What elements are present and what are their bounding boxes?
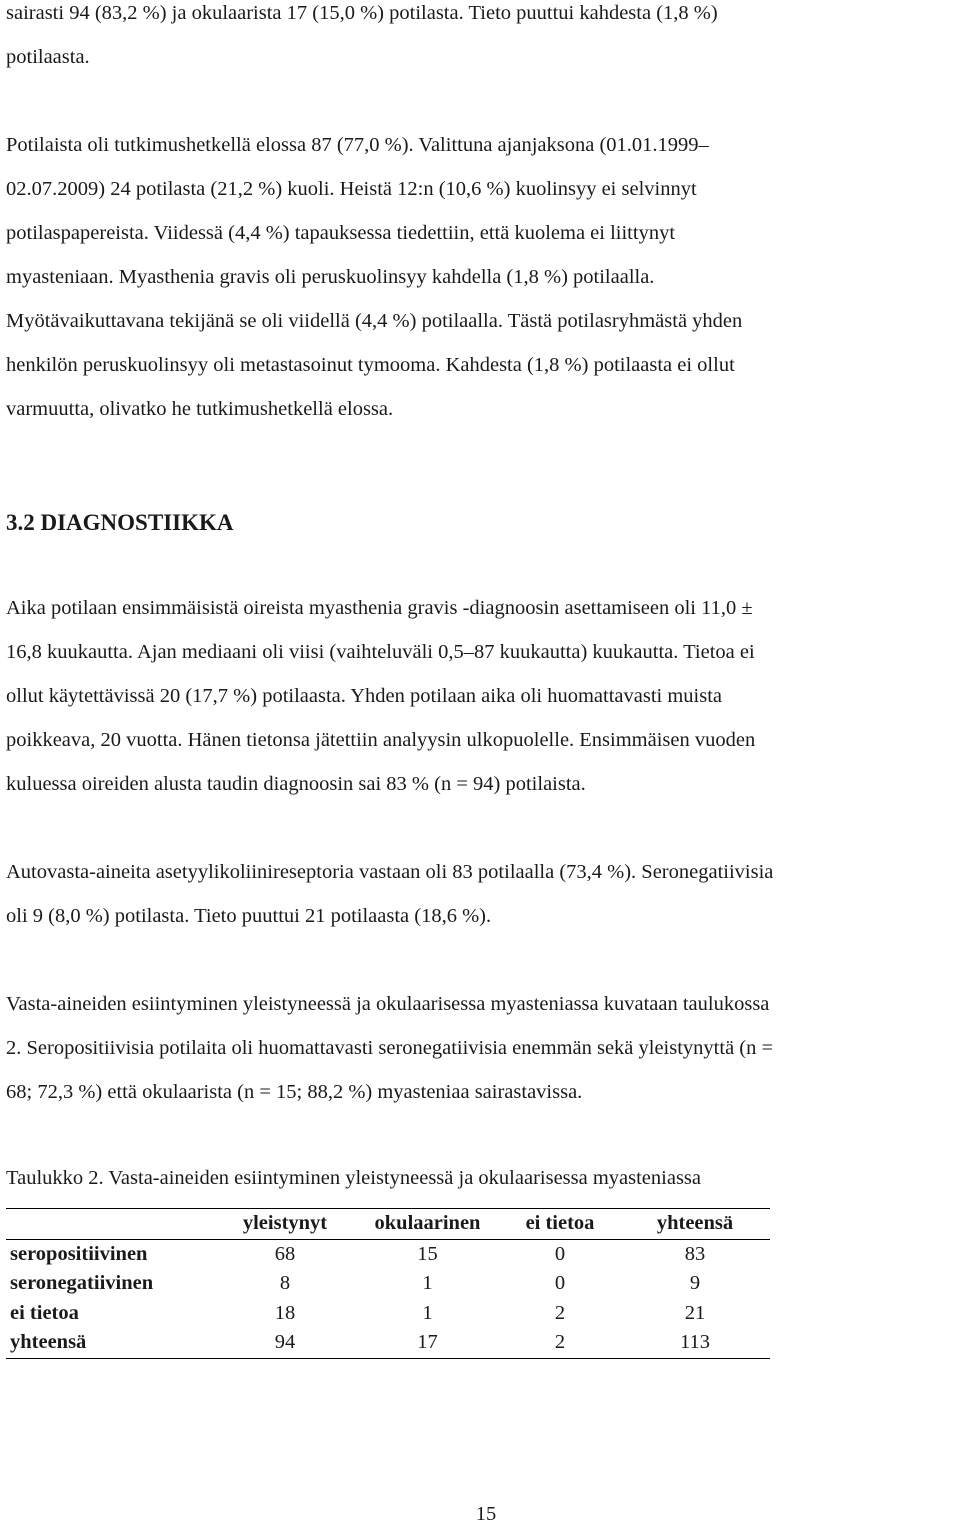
paragraph-line: 2. Seropositiivisia potilaita oli huomattavasti seronegatiivisia enemmän sekä yleistynyttä (n = [6,1037,774,1059]
row-label: seropositiivinen [10,1242,148,1265]
paragraph-line: myasteniaan. Myasthenia gravis oli peruskuolinsyy kahdella (1,8 %) potilaalla. [6,266,655,288]
paragraph-line: sairasti 94 (83,2 %) ja okulaarista 17 (15,0 %) potilasta. Tieto puuttui kahdesta (1,8 %) [6,2,718,24]
paragraph-line: 68; 72,3 %) että okulaarista (n = 15; 88,2 %) myasteniaa sairastavissa. [6,1081,583,1103]
table-cell: 8 [279,1272,291,1294]
paragraph-line: ollut käytettävissä 20 (17,7 %) potilaasta. Yhden potilaan aika oli huomattavasti muista [6,685,723,707]
paragraph-line: Potilaista oli tutkimushetkellä elossa 87 (77,0 %). Valittuna ajanjaksona (01.01.1999– [6,134,709,156]
row-label: yhteensä [10,1331,87,1353]
table-row [6,1299,770,1329]
paragraph-line: oli 9 (8,0 %) potilasta. Tieto puuttui 21 potilaasta (18,6 %). [6,905,492,927]
table-cell: 2 [554,1301,566,1324]
table-cell: 9 [689,1272,701,1294]
table-header-cell: yleistynyt [242,1212,328,1234]
paragraph-line: 16,8 kuukautta. Ajan mediaani oli viisi (vaihteluväli 0,5–87 kuukautta) kuukautta. Tietoa ei [6,641,755,663]
table-header-row [6,1209,770,1240]
page-number: 15 [475,1503,497,1525]
table-cell: 113 [680,1331,710,1353]
paragraph-line: poikkeava, 20 vuotta. Hänen tietonsa jätettiin analyysin ulkopuolelle. Ensimmäisen vuoden [6,729,756,751]
table-cell: 0 [554,1242,566,1265]
table-caption: Taulukko 2. Vasta-aineiden esiintyminen yleistyneessä ja okulaarisessa myasteniassa [6,1167,702,1189]
table-cell: 17 [417,1331,438,1353]
table-cell: 15 [417,1242,438,1265]
table-cell: 0 [554,1272,566,1294]
row-label: seronegatiivinen [10,1272,154,1294]
paragraph-line: kuluessa oireiden alusta taudin diagnoosin sai 83 % (n = 94) potilaista. [6,773,586,795]
table-cell: 94 [274,1331,296,1353]
table-header-cell: ei tietoa [525,1212,595,1234]
paragraph-line: Autovasta-aineita asetyylikoliinireseptoria vastaan oli 83 potilaalla (73,4 %). Seronegatiivisia [6,861,774,883]
row-label: ei tietoa [10,1301,79,1324]
data-table [6,1208,770,1359]
paragraph-line: henkilön peruskuolinsyy oli metastasoinut tymooma. Kahdesta (1,8 %) potilaasta ei ollut [6,354,735,376]
table-row [6,1269,770,1299]
paragraph-line: potilaasta. [6,46,90,68]
table-cell: 68 [274,1242,296,1265]
paragraph-line: 02.07.2009) 24 potilasta (21,2 %) kuoli. Heistä 12:n (10,6 %) kuolinsyy ei selvinnyt [6,178,697,200]
table-cell: 1 [422,1301,433,1324]
paragraph-line: potilaspapereista. Viidessä (4,4 %) tapauksessa tiedettiin, että kuolema ei liittynyt [6,222,676,244]
table-cell: 18 [274,1301,296,1324]
table-cell: 83 [684,1242,706,1265]
table-row [6,1239,770,1269]
table-cell: 21 [684,1301,706,1324]
table-header-cell: okulaarinen [374,1212,481,1234]
table-header-cell: yhteensä [656,1212,734,1234]
table-cell: 2 [554,1331,566,1353]
table-header-cell [6,1209,215,1240]
paragraph-line: Aika potilaan ensimmäisistä oireista myasthenia gravis -diagnoosin asettamiseen oli 11,0 ± [6,597,753,619]
paragraph-line: Myötävaikuttavana tekijänä se oli viidellä (4,4 %) potilaalla. Tästä potilasryhmästä yhden [6,310,743,332]
section-heading: 3.2 DIAGNOSTIIKKA [6,510,234,535]
table-cell: 1 [422,1272,433,1294]
paragraph-line: varmuutta, olivatko he tutkimushetkellä elossa. [6,398,394,420]
table-row [6,1328,770,1358]
paragraph-line: Vasta-aineiden esiintyminen yleistyneessä ja okulaarisessa myasteniassa kuvataan taulukossa [6,993,770,1015]
